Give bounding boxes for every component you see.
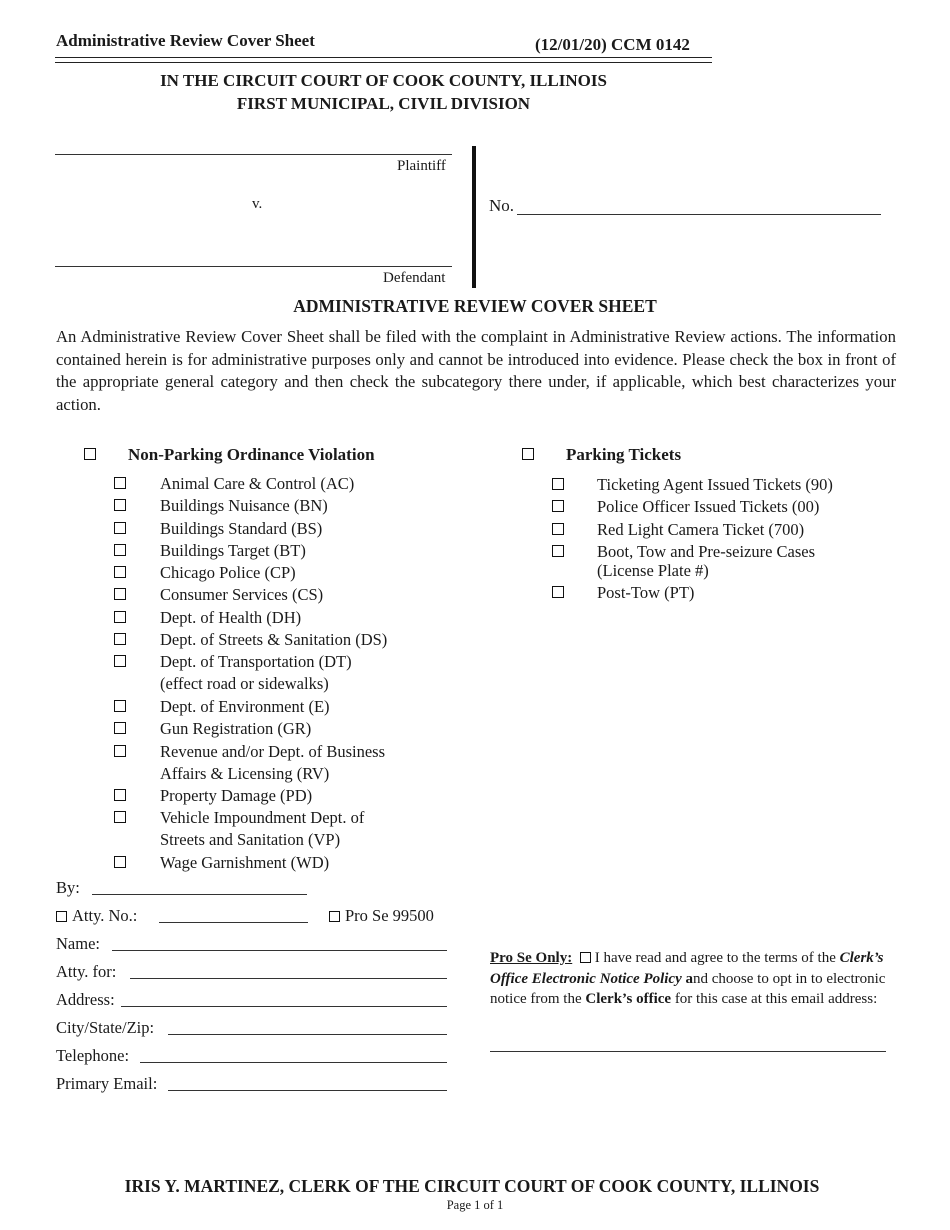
- subcategory-checkbox[interactable]: [114, 499, 126, 511]
- caption-divider: [472, 146, 476, 288]
- list-item: Police Officer Issued Tickets (00): [552, 496, 882, 518]
- subcategory-checkbox[interactable]: [114, 856, 126, 868]
- list-item: Dept. of Streets & Sanitation (DS): [114, 629, 434, 651]
- subcategory-checkbox[interactable]: [114, 588, 126, 600]
- subcategory-checkbox[interactable]: [114, 655, 126, 667]
- pro-se-opt-in-checkbox[interactable]: [580, 952, 591, 963]
- subcategory-checkbox[interactable]: [114, 566, 126, 578]
- list-item: Chicago Police (CP): [114, 562, 434, 584]
- subcategory-checkbox[interactable]: [552, 478, 564, 490]
- clerk-footer: IRIS Y. MARTINEZ, CLERK OF THE CIRCUIT COURT OF COOK COUNTY, ILLINOIS: [124, 1176, 820, 1196]
- parking-heading: Parking Tickets: [566, 445, 682, 464]
- subcategory-checkbox[interactable]: [114, 477, 126, 489]
- list-item: Vehicle Impoundment Dept. of Streets and Sanitation (VP): [114, 807, 434, 852]
- page-number: Page 1 of 1: [446, 1198, 504, 1212]
- subcategory-checkbox[interactable]: [552, 523, 564, 535]
- plaintiff-line[interactable]: [55, 154, 452, 155]
- subcategory-checkbox[interactable]: [114, 522, 126, 534]
- case-number-label: No.: [489, 196, 515, 215]
- telephone-field[interactable]: [140, 1062, 447, 1063]
- versus-label: v.: [252, 196, 263, 212]
- list-item: Buildings Nuisance (BN): [114, 495, 434, 517]
- list-item: Dept. of Environment (E): [114, 696, 434, 718]
- atty-for-field[interactable]: [130, 978, 447, 979]
- list-item: Buildings Standard (BS): [114, 518, 434, 540]
- name-field[interactable]: [112, 950, 447, 951]
- list-item: Ticketing Agent Issued Tickets (90): [552, 474, 882, 496]
- defendant-line[interactable]: [55, 266, 452, 267]
- instructions: An Administrative Review Cover Sheet shall be filed with the complaint in Administrative Review actions. The information contained herein is for administrative purposes only and cannot be introduced into evidence. Please check the box in front of the appropriate general category and then check the subcategory there under, if applicable, which best characterizes your action.: [56, 327, 896, 414]
- subcategory-checkbox[interactable]: [114, 544, 126, 556]
- defendant-label: Defendant: [383, 270, 446, 286]
- list-item: Animal Care & Control (AC): [114, 473, 434, 495]
- subcategory-checkbox[interactable]: [114, 789, 126, 801]
- list-item: Dept. of Transportation (DT) (effect road or sidewalks): [114, 651, 434, 696]
- city-label: City/State/Zip:: [56, 1018, 155, 1037]
- atty-for-label: Atty. for:: [56, 962, 117, 981]
- parking-list: [552, 474, 882, 604]
- list-item: Revenue and/or Dept. of Business Affairs & Licensing (RV): [114, 741, 434, 786]
- court-name: IN THE CIRCUIT COURT OF COOK COUNTY, ILLINOIS: [160, 71, 607, 90]
- list-item: Red Light Camera Ticket (700): [552, 519, 882, 541]
- subcategory-checkbox[interactable]: [552, 586, 564, 598]
- subcategory-checkbox[interactable]: [114, 633, 126, 645]
- policy-name: Clerk’s Office Electronic Notice Policy: [490, 950, 884, 987]
- city-field[interactable]: [168, 1034, 447, 1035]
- case-number-field[interactable]: [517, 214, 881, 215]
- subcategory-checkbox[interactable]: [114, 611, 126, 623]
- by-field[interactable]: [92, 894, 307, 895]
- header-rule: [55, 57, 712, 58]
- list-item: Post-Tow (PT): [552, 582, 882, 604]
- email-field[interactable]: [168, 1090, 447, 1091]
- atty-no-row: Atty. No.:: [56, 906, 137, 926]
- by-label: By:: [56, 878, 80, 897]
- non-parking-list: [114, 473, 434, 874]
- form-title: Administrative Review Cover Sheet: [56, 31, 315, 50]
- address-label: Address:: [56, 990, 115, 1009]
- pro-se-row: Pro Se 99500: [329, 906, 434, 926]
- address-field[interactable]: [121, 1006, 447, 1007]
- pro-se-notice: Pro Se Only: I have read and agree to the terms of the Clerk’s Office Electronic Notice Policy and choose to opt in to electronic notice from the Clerk’s office for this case at this email address:: [490, 950, 886, 1007]
- name-label: Name:: [56, 934, 100, 953]
- pro-se-heading: Pro Se Only:: [490, 950, 573, 966]
- header-rule-double: [55, 62, 712, 63]
- list-item: Property Damage (PD): [114, 785, 434, 807]
- email-label: Primary Email:: [56, 1074, 158, 1093]
- telephone-label: Telephone:: [56, 1046, 130, 1065]
- sheet-title: ADMINISTRATIVE REVIEW COVER SHEET: [293, 296, 657, 316]
- plaintiff-label: Plaintiff: [397, 158, 446, 174]
- subcategory-checkbox[interactable]: [114, 745, 126, 757]
- non-parking-checkbox[interactable]: [84, 448, 96, 460]
- pro-se-checkbox[interactable]: [329, 911, 340, 922]
- pro-se-email-field[interactable]: [490, 1051, 886, 1052]
- list-item: Buildings Target (BT): [114, 540, 434, 562]
- form-code: (12/01/20) CCM 0142: [535, 35, 690, 54]
- court-division: FIRST MUNICIPAL, CIVIL DIVISION: [236, 94, 531, 113]
- list-item: Consumer Services (CS): [114, 584, 434, 606]
- subcategory-checkbox[interactable]: [114, 811, 126, 823]
- list-item: Boot, Tow and Pre-seizure Cases (License Plate #): [552, 541, 882, 582]
- list-item: Dept. of Health (DH): [114, 607, 434, 629]
- atty-no-field[interactable]: [159, 922, 308, 923]
- subcategory-checkbox[interactable]: [114, 722, 126, 734]
- subcategory-checkbox[interactable]: [552, 500, 564, 512]
- list-item: Wage Garnishment (WD): [114, 852, 434, 874]
- parking-checkbox[interactable]: [522, 448, 534, 460]
- subcategory-checkbox[interactable]: [114, 700, 126, 712]
- non-parking-heading: Non-Parking Ordinance Violation: [128, 445, 375, 464]
- subcategory-checkbox[interactable]: [552, 545, 564, 557]
- list-item: Gun Registration (GR): [114, 718, 434, 740]
- atty-checkbox[interactable]: [56, 911, 67, 922]
